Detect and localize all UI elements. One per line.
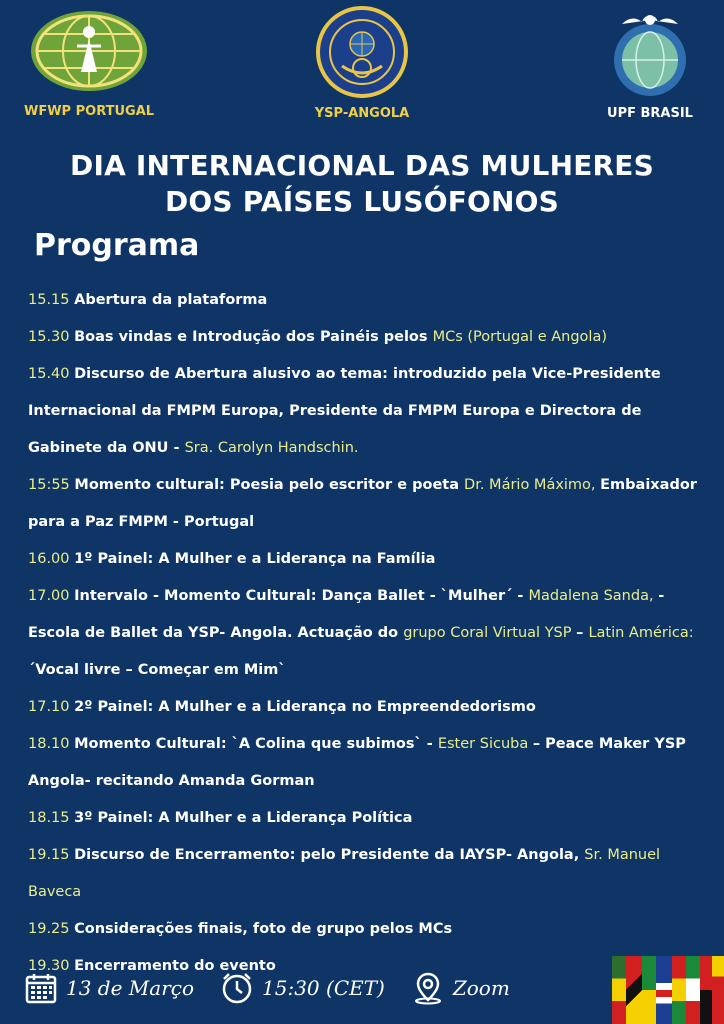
upf-brasil-logo [590,6,710,121]
program-highlight: Dr. Mário Máximo, [464,477,601,493]
event-time: 15:30 (CET) [262,976,385,1000]
program-text: Discurso de Encerramento: pelo Presidente da IAYSP- Angola, [74,847,585,863]
program-item [28,800,712,837]
program-text: Considerações finais, foto de grupo pelos MCs [74,921,453,937]
event-details-footer [24,964,584,1012]
program-item [28,837,712,911]
flag-7 [700,956,712,1024]
event-date: 13 de Março [66,976,195,1000]
program-item [28,356,712,467]
program-item [28,578,712,689]
program-text: Discurso de Abertura alusivo ao tema: introduzido pela Vice-Presidente Internacional da FMPM Europa, Presidente da FMPM Europa e Directora de Gabinete da ONU - [28,366,661,456]
program-highlight: grupo Coral Virtual YSP [403,625,577,641]
program-time: 15:55 [28,477,75,493]
event-title-line-2: DOS PAÍSES LUSÓFONOS [164,185,560,218]
program-text: ´Vocal livre – Começar em Mim` [28,662,286,678]
program-highlight: Sra. Carolyn Handschin. [184,440,359,456]
program-time: 19.25 [28,921,75,937]
program-highlight: Madalena Sanda, [528,588,659,604]
program-item [28,467,712,541]
flag-3 [642,956,656,1024]
calendar-icon [24,971,58,1005]
program-time: 18.10 [28,736,75,752]
program-text: 3º Painel: A Mulher e a Liderança Política [74,810,413,826]
program-text: Momento cultural: Poesia pelo escritor e poeta [74,477,465,493]
program-text: 2º Painel: A Mulher e a Liderança no Empreendedorismo [74,699,536,715]
program-text: Embaixador para a Paz FMPM - Portugal [28,477,697,530]
flag-8 [712,956,724,1024]
wfwp-portugal-caption: WFWP PORTUGAL [24,104,155,119]
program-time: 15.15 [28,292,75,308]
program-time: 19.15 [28,847,75,863]
program-text: 1º Painel: A Mulher e a Liderança na Família [74,551,436,567]
program-item [28,541,712,578]
date-info [24,971,194,1005]
program-text: Intervalo - Momento Cultural: Dança Ballet - `Mulher´ - [74,588,529,604]
location-pin-icon [411,971,445,1005]
wfwp-globe-emblem [29,6,149,96]
program-time: 15.30 [28,329,75,345]
flag-1 [612,956,626,1024]
flag-5 [672,956,686,1024]
program-time: 15.40 [28,366,75,382]
upf-globe-emblem [602,6,698,98]
flag-2 [626,956,642,1024]
wfwp-portugal-logo [24,6,154,119]
program-list [28,282,712,985]
program-time: 16.00 [28,551,75,567]
program-item [28,726,712,800]
lusophone-flags [612,956,724,1024]
place-info [411,971,510,1005]
time-info [220,971,385,1005]
program-text: Boas vindas e Introdução dos Painéis pelos [74,329,433,345]
program-text: Encerramento do evento [74,958,276,974]
program-item [28,319,712,356]
program-highlight: Sr. Manuel Baveca [28,847,661,900]
event-title [0,148,724,220]
flag-6 [686,956,700,1024]
program-item [28,282,712,319]
program-highlight: MCs (Portugal e Angola) [432,329,607,345]
upf-brasil-caption: UPF BRASIL [607,106,693,121]
flag-4 [656,956,672,1024]
ysp-angola-caption: YSP-ANGOLA [314,106,410,121]
program-text: Momento Cultural: `A Colina que subimos` - [74,736,438,752]
program-time: 17.10 [28,699,75,715]
program-text: -Escola de Ballet da YSP- Angola. Actuação do [28,588,665,641]
program-highlight: Ester Sicuba [437,736,533,752]
program-time: 19.30 [28,958,75,974]
program-time: 17.00 [28,588,75,604]
program-highlight: Latin América: [588,625,694,641]
program-text: – [576,625,589,641]
clock-icon [220,971,254,1005]
program-heading: Programa [34,228,200,263]
program-item [28,911,712,948]
ysp-angola-logo [302,6,422,121]
event-title-line-1: DIA INTERNACIONAL DAS MULHERES [70,149,654,182]
program-text: – Peace Maker YSP Angola- recitando Amanda Gorman [28,736,686,789]
ysp-seal-emblem [314,6,410,98]
program-item [28,689,712,726]
program-time: 18.15 [28,810,75,826]
event-place: Zoom [452,976,510,1000]
program-text: Abertura da plataforma [74,292,268,308]
